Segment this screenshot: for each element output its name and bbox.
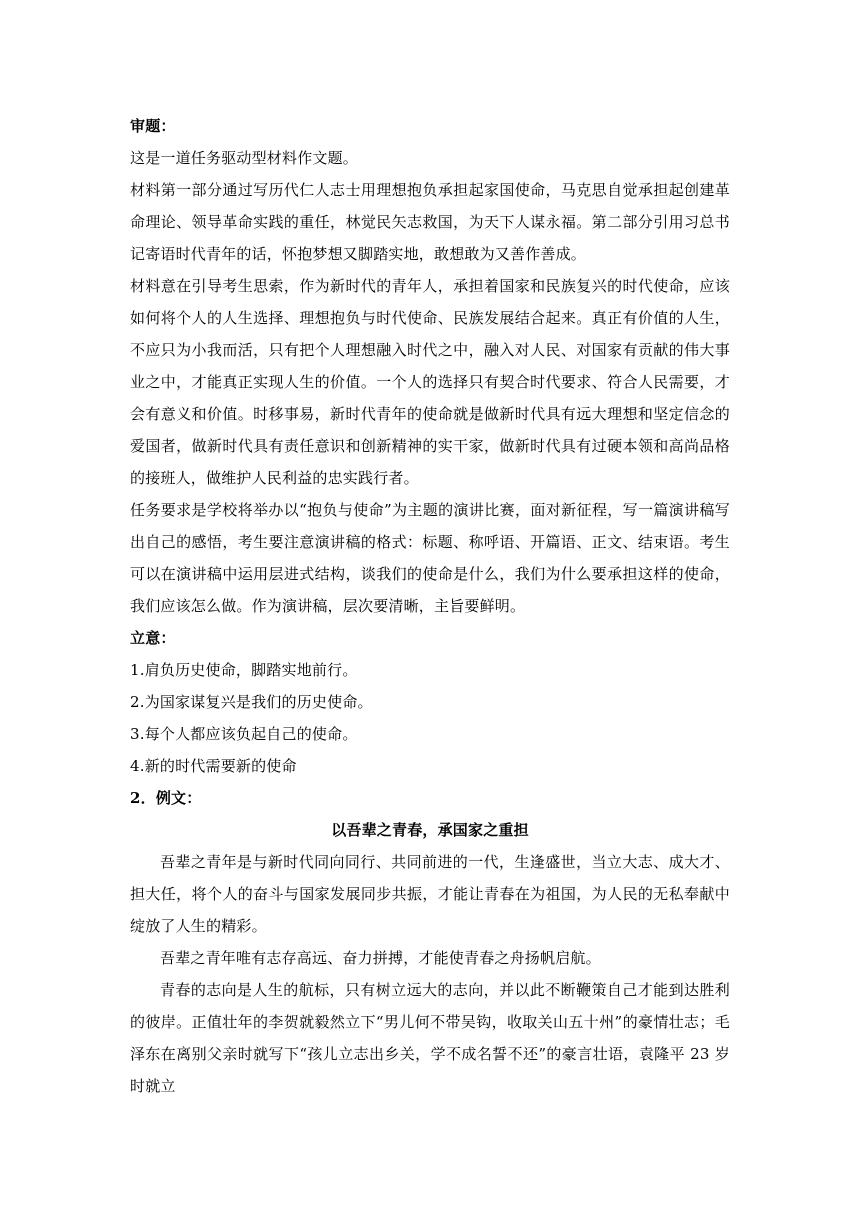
theme-item: 2.为国家谋复兴是我们的历史使命。: [130, 693, 373, 711]
essay-paragraph: 吾辈之青年是与新时代同向同行、共同前进的一代，生逢盛世，当立大志、成大才、担大任，将个人的奋斗与国家发展同步共振，才能让青春在为祖国，为人民的无私奉献中绽放了人生的精彩。: [130, 853, 730, 935]
analysis-paragraph: 任务要求是学校将举办以“抱负与使命”为主题的演讲比赛，面对新征程，写一篇演讲稿写出自己的感悟，考生要注意演讲稿的格式：标题、称呼语、开篇语、正文、结束语。考生可以在演讲稿中运用层进式结构，谈我们的使命是什么，我们为什么要承担这样的使命，我们应该怎么做。作为演讲稿，层次要清晰，主旨要鲜明。: [130, 501, 730, 615]
essay-paragraph: 吾辈之青年唯有志存高远、奋力拼搏，才能使青春之舟扬帆启航。: [160, 949, 601, 967]
theme-heading: 立意：: [130, 629, 176, 647]
essay-heading-number: 2．: [130, 789, 156, 807]
analysis-paragraph: 材料意在引导考生思索，作为新时代的青年人，承担着国家和民族复兴的时代使命，应该如何将个人的人生选择、理想抱负与时代使命、民族发展结合起来。真正有价值的人生，不应只为小我而活，只有把个人理想融入时代之中，融入对人民、对国家有贡献的伟大事业之中，才能真正实现人生的价值。一个人的选择只有契合时代要求、符合人民需要，才会有意义和价值。时移事易，新时代青年的使命就是做新时代具有远大理想和坚定信念的爱国者，做新时代具有责任意识和创新精神的实干家，做新时代具有过硬本领和高尚品格的接班人，做维护人民利益的忠实践行者。: [130, 277, 730, 487]
essay-heading: [130, 782, 730, 814]
theme-item: 3.每个人都应该负起自己的使命。: [130, 725, 358, 743]
theme-item: 4.新的时代需要新的使命: [130, 757, 297, 775]
theme-item: 1.肩负历史使命，脚踏实地前行。: [130, 661, 358, 679]
essay-paragraph: 青春的志向是人生的航标，只有树立远大的志向，并以此不断鞭策自己才能到达胜利的彼岸。正值壮年的李贺就毅然立下“男儿何不带吴钩，收取关山五十州”的豪情壮志；毛泽东在离别父亲时就写下“孩儿立志出乡关，学不成名誓不还”的豪言壮语，袁隆平 23 岁时就立: [130, 981, 730, 1095]
analysis-paragraph: 材料第一部分通过写历代仁人志士用理想抱负承担起家国使命，马克思自觉承担起创建革命理论、领导革命实践的重任，林觉民矢志救国，为天下人谋永福。第二部分引用习总书记寄语时代青年的话，怀抱梦想又脚踏实地，敢想敢为又善作善成。: [130, 181, 730, 263]
document-page: [130, 110, 730, 1102]
analysis-heading: 审题：: [130, 117, 176, 135]
essay-title: 以吾辈之青春，承国家之重担: [331, 821, 529, 839]
analysis-paragraph: 这是一道任务驱动型材料作文题。: [130, 149, 359, 167]
essay-heading-label: 例文：: [155, 789, 202, 807]
